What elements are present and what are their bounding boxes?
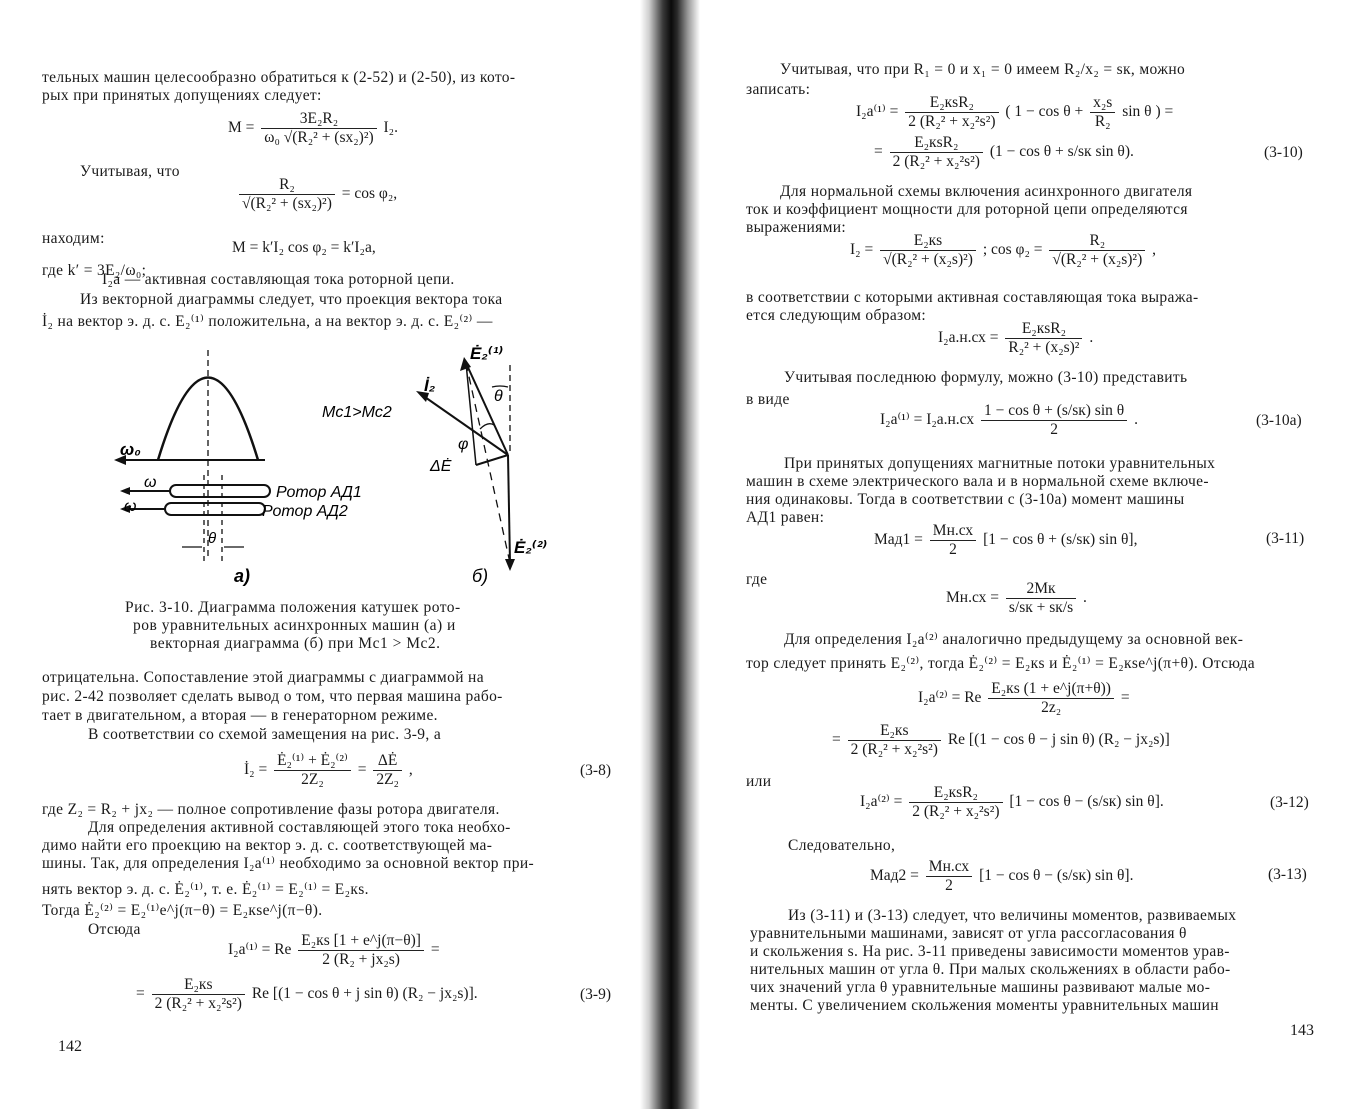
- label-mc: Mс1>Mс2: [322, 404, 392, 421]
- label-omega: ω: [124, 498, 137, 515]
- equation-I2a: I₂а.н.сх = $\frac{\text{E₂кsR₂}}{\text{R₂² + (x₂s)²}}$ .: [938, 320, 1094, 356]
- text-line: Следовательно,: [788, 837, 896, 854]
- text-line: в виде: [746, 391, 790, 408]
- text-line: димо найти его проекцию на вектор э. д. с. соответствующей ма-: [42, 837, 493, 854]
- text-line: рых при принятых допущениях следует:: [42, 87, 322, 104]
- caption-line: векторная диаграмма (б) при Mс1 > Mс2.: [150, 635, 441, 652]
- text-line: Отсюда: [88, 921, 141, 938]
- label-rotor1: Ротор АД1: [276, 484, 362, 501]
- equation-number: (3-11): [1266, 530, 1305, 547]
- equation-Mk: M = k′I₂ cos φ₂ = k′I₂а,: [232, 239, 376, 256]
- vector-delta-e: [476, 455, 508, 465]
- text-line: где k′ = 3E₂/ω₀;: [42, 262, 147, 279]
- text-line: машин в схеме электрического вала и в нормальной схеме включе-: [746, 473, 1209, 490]
- equation-3-10a-alt: I₂а⁽¹⁾ = I₂а.н.сх $\frac{\text{1 − cos θ + (s/sк) sin θ}}{2}$ .: [880, 402, 1138, 438]
- text-line: записать:: [746, 81, 811, 98]
- label-e21: Ė₂⁽¹⁾: [470, 344, 504, 363]
- book-gutter: [640, 0, 700, 1109]
- rotor2-coil: [165, 503, 265, 515]
- left-page: [0, 0, 660, 1109]
- equation-I2: I₂ = $\frac{\text{E₂кs}}{\text{√(R₂² + (x₂s)²)}}$ ; cos φ₂ = $\frac{\text{R₂}}{\text{√(R₂² + (x₂s)²)}}$ ,: [850, 232, 1156, 268]
- equation-number: (3-12): [1270, 794, 1309, 811]
- label-theta-b: θ: [494, 388, 503, 405]
- label-i2: İ₂: [424, 376, 436, 395]
- text-line: уравнительными машинами, зависят от угла рассогласования θ: [750, 925, 1187, 942]
- text-line: или: [746, 773, 772, 790]
- label-delta-e: ΔĖ: [430, 458, 452, 475]
- text-line: нительных машин от угла θ. При малых скольжениях в области рабо-: [750, 961, 1231, 978]
- equation-number: (3-8): [580, 762, 611, 779]
- text-line: менты. С увеличением скольжения моменты уравнительных машин: [750, 997, 1219, 1014]
- text-line: и скольжения s. На рис. 3-11 приведены зависимости моментов урав-: [750, 943, 1230, 960]
- text-line: находим:: [42, 230, 105, 247]
- text-line: Учитывая последнюю формулу, можно (3-10) представить: [784, 369, 1188, 386]
- text-line: выражениями:: [746, 219, 847, 236]
- text-line: При принятых допущениях магнитные потоки уравнительных: [784, 455, 1216, 472]
- text-line: Из (3-11) и (3-13) следует, что величины моментов, развиваемых: [788, 907, 1237, 924]
- text-line: рис. 2-42 позволяет сделать вывод о том, что первая машина рабо-: [42, 688, 503, 705]
- text-line: чих значений угла θ уравнительные машины развивают малые мо-: [750, 979, 1211, 996]
- equation-3-11: Mад1 = $\frac{Mн.сх}{2}$ [1 − cos θ + (s/sк) sin θ],: [874, 522, 1138, 558]
- equation-3-9a: I₂а⁽¹⁾ = Re $\frac{\text{E₂кs [1 + e\textasciicircum{}j(π−θ)]}}{\text{2 (R₂ + jx₂s)}}$ =: [228, 932, 440, 968]
- text-line: отрицательна. Сопоставление этой диаграммы с диаграммой на: [42, 669, 484, 686]
- text-line: Учитывая, что: [80, 163, 180, 180]
- text-line: Для определения активной составляющей этого тока необхо-: [88, 819, 511, 836]
- right-page: [700, 0, 1370, 1109]
- equation-number: (3-9): [580, 986, 611, 1003]
- text-line: шины. Так, для определения I₂а⁽¹⁾ необходимо за основной вектор при-: [42, 855, 535, 872]
- label-e22: Ė₂⁽²⁾: [514, 538, 548, 557]
- vector-e22: [508, 455, 510, 563]
- equation-3-13: Mад2 = $\frac{Mн.сх}{2}$ [1 − cos θ − (s/sк) sin θ].: [870, 858, 1134, 894]
- caption-line: ров уравнительных асинхронных машин (а) и: [133, 617, 456, 634]
- text-line: В соответствии со схемой замещения на рис. 3-9, а: [88, 726, 442, 743]
- equation-number: (3-13): [1268, 866, 1307, 883]
- text-line: Тогда Ė₂⁽²⁾ = E₂⁽¹⁾e^j(π−θ) = E₂кse^j(π−θ).: [42, 902, 323, 919]
- equation-3-12b: = $\frac{\text{E₂кs}}{\text{2 (R₂² + x₂²s²)}}$ Re [(1 − cos θ − j sin θ) (R₂ − jx₂s)]: [832, 722, 1170, 758]
- text-line: где Z₂ = R₂ + jx₂ — полное сопротивление фазы ротора двигателя.: [42, 801, 500, 818]
- page-number: 143: [1290, 1022, 1314, 1039]
- label-omega: ω: [144, 474, 157, 491]
- rotor1-coil: [170, 485, 270, 497]
- text-line: Из векторной диаграммы следует, что проекция вектора тока: [80, 291, 503, 308]
- equation-number: (3-10): [1264, 144, 1303, 161]
- equation-3-12a: I₂а⁽²⁾ = Re $\frac{\text{E₂кs (1 + e\textasciicircum{}j(π+θ))}}{\text{2z₂}}$ =: [918, 680, 1130, 716]
- text-line: İ₂ на вектор э. д. с. E₂⁽¹⁾ положительна, а на вектор э. д. с. E₂⁽²⁾ —: [42, 313, 493, 330]
- text-line: I₂а — активная составляющая тока роторной цепи.: [102, 271, 455, 288]
- text-line: ток и коэффициент мощности для роторной цепи определяются: [746, 201, 1188, 218]
- equation-3-12: I₂а⁽²⁾ = $\frac{\text{E₂кsR₂}}{\text{2 (R₂² + x₂²s²)}}$ [1 − cos θ − (s/sк) sin θ].: [860, 784, 1164, 820]
- label-a: а): [234, 566, 251, 586]
- equation-3-9b: = $\frac{\text{E₂кs}}{\text{2 (R₂² + x₂²s²)}}$ Re [(1 − cos θ + j sin θ) (R₂ − jx₂s)].: [136, 976, 478, 1012]
- text-line: АД1 равен:: [746, 509, 825, 526]
- arrow-left-icon: [120, 487, 130, 495]
- equation-3-10a: I₂а⁽¹⁾ = $\frac{\text{E₂кsR₂}}{\text{2 (R₂² + x₂²s²)}}$ ( 1 − cos θ + $\frac{\text{x₂s}}{\text{R₂}}$ sin θ ) =: [856, 94, 1174, 130]
- text-line: нять вектор э. д. с. Ė₂⁽¹⁾, т. е. Ė₂⁽¹⁾ = E₂⁽¹⁾ = E₂кs.: [42, 881, 369, 898]
- equation-number: (3-10а): [1256, 412, 1302, 429]
- text-line: тор следует принять E₂⁽²⁾, тогда Ė₂⁽²⁾ = E₂кs и Ė₂⁽¹⁾ = E₂кse^j(π+θ). Отсюда: [746, 655, 1255, 672]
- text-line: в соответствии с которыми активная составляющая тока выража-: [746, 289, 1199, 306]
- label-b: б): [472, 566, 489, 586]
- text-line: тельных машин целесообразно обратиться к (2-52) и (2-50), из кото-: [42, 69, 516, 86]
- text-line: Учитывая, что при R₁ = 0 и x₁ = 0 имеем R₂/x₂ = sк, можно: [780, 61, 1186, 78]
- dashed-line: [466, 363, 510, 563]
- equation-cos: $\frac{\text{R₂}}{\text{√(R₂² + (sx₂)²)}}$ = cos φ₂,: [236, 176, 397, 213]
- caption-line: Рис. 3-10. Диаграмма положения катушек рото-: [125, 599, 461, 616]
- label-omega0: ω₀: [120, 440, 141, 459]
- text-line: ется следующим образом:: [746, 307, 927, 324]
- equation-M: M = $\frac{\text{3E₂R₂}}{\text{ω₀ √(R₂² + (sx₂)²)}}$ I₂.: [228, 110, 398, 146]
- torque-curve: [158, 378, 258, 461]
- figure-3-10: [100, 335, 560, 595]
- text-line: ния одинаковы. Тогда в соответствии с (3-10а) момент машины: [746, 491, 1185, 508]
- equation-Mnsx: Mн.сх = $\frac{2Mк}{s/sк + sк/s}$ .: [946, 580, 1087, 616]
- equation-3-8: İ₂ = $\frac{\text{Ė₂⁽¹⁾ + Ė₂⁽²⁾}}{\text{2Z₂}}$ = $\frac{\Delta Ė}{\text{2Z₂}}$ ,: [244, 752, 413, 788]
- label-rotor2: Ротор АД2: [262, 503, 348, 520]
- text-line: Для определения I₂а⁽²⁾ аналогично предыдущему за основной век-: [784, 631, 1244, 648]
- label-theta: θ: [208, 530, 217, 547]
- text-line: Для нормальной схемы включения асинхронного двигателя: [780, 183, 1193, 200]
- label-phi: φ: [458, 436, 469, 453]
- text-line: тает в двигательном, а вторая — в генераторном режиме.: [42, 707, 438, 724]
- equation-3-10b: = $\frac{\text{E₂кsR₂}}{\text{2 (R₂² + x₂²s²)}}$ (1 − cos θ + s/sк sin θ).: [874, 134, 1134, 170]
- text-line: где: [746, 571, 768, 588]
- page-number: 142: [58, 1038, 82, 1055]
